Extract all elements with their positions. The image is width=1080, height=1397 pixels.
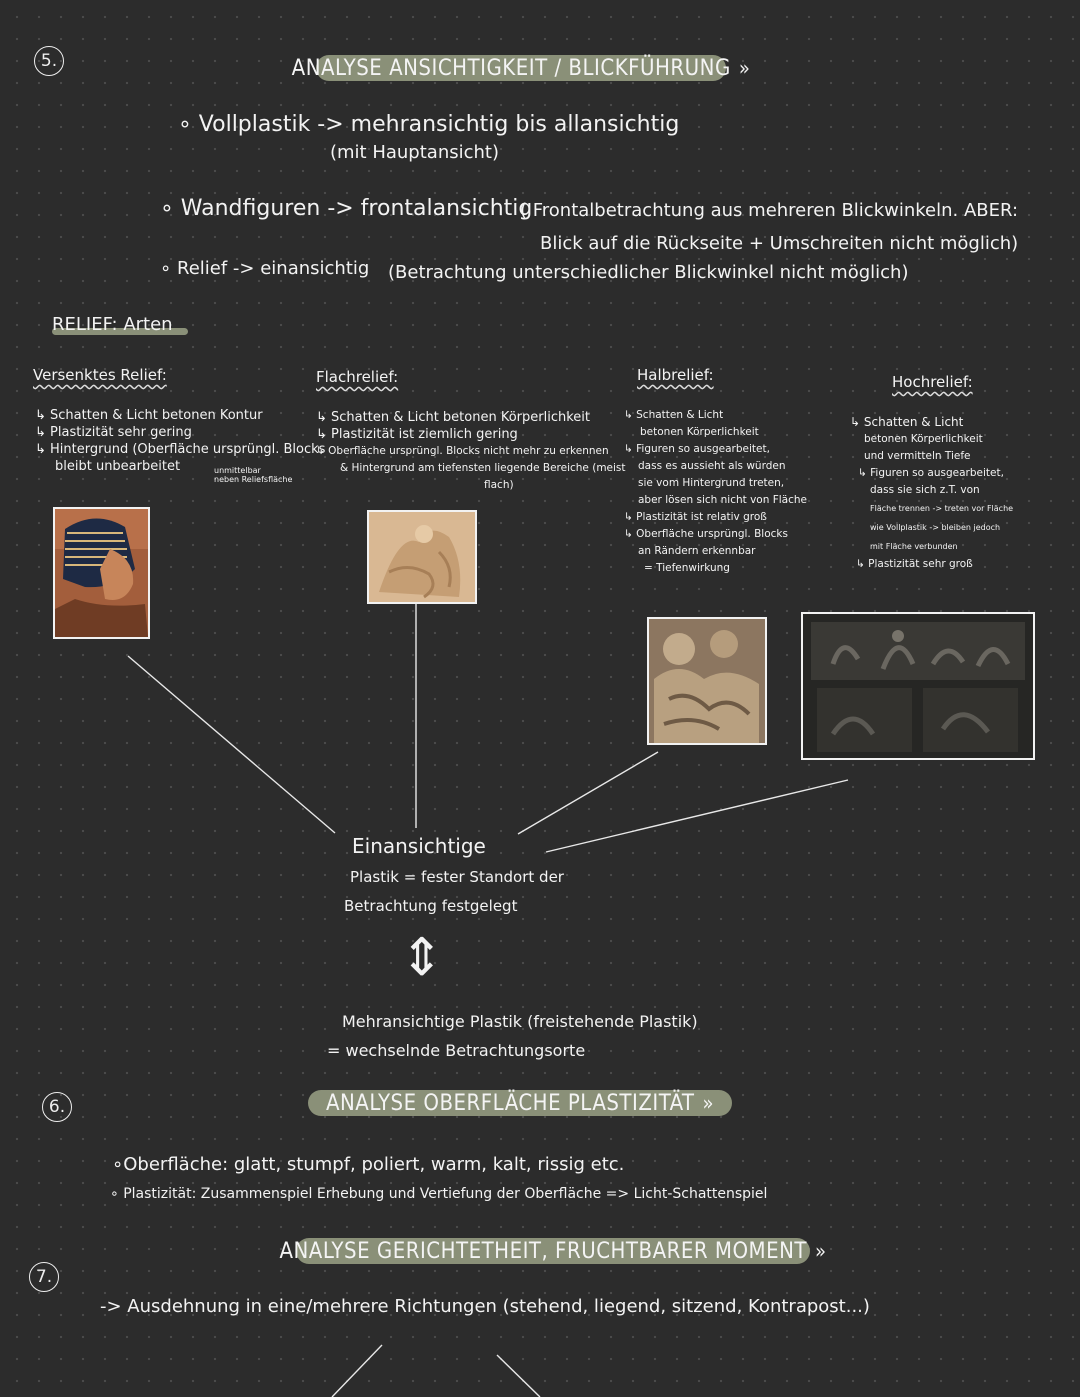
- relief-line: wie Vollplastik -> bleiben jedoch: [870, 523, 1001, 532]
- relief-line: Fläche trennen -> treten vor Fläche: [870, 504, 1014, 513]
- relief-line: ↳ Plastizität sehr groß: [856, 558, 973, 570]
- section-number-7: 7.: [29, 1262, 59, 1292]
- relief-line: ↳ Oberfläche ursprüngl. Blocks nicht mehr zu erkennen: [316, 445, 609, 457]
- section-number-6: 6.: [42, 1092, 72, 1122]
- banner-title: ANALYSE ANSICHTIGKEIT / BLICKFÜHRUNG: [291, 55, 731, 81]
- flat-relief-image: [369, 512, 475, 602]
- relief-line: ↳ Plastizität ist relativ groß: [624, 511, 767, 523]
- section-number-5: 5.: [34, 46, 64, 76]
- relief-list-versenkt: [35, 407, 325, 475]
- section-6-line: ∘Oberfläche: glatt, stumpf, poliert, warm, kalt, rissig etc.: [112, 1154, 625, 1175]
- relief-image-halb: [647, 617, 767, 745]
- relief-line: ↳ Plastizität ist ziemlich gering: [316, 427, 518, 442]
- section-7-banner: [279, 1238, 827, 1264]
- relief-side-note: [214, 466, 292, 484]
- section-6-banner: [308, 1090, 732, 1116]
- relief-list-flach: [316, 409, 626, 494]
- relief-line: ↳ Schatten & Licht betonen Kontur: [35, 408, 263, 423]
- relief-line: und vermitteln Tiefe: [864, 450, 971, 462]
- chevron-right-icon: »: [815, 1239, 827, 1263]
- bullet-wandfiguren: [160, 196, 532, 221]
- double-arrow-icon: ⇕: [400, 928, 444, 988]
- banner-title: ANALYSE OBERFLÄCHE PLASTIZITÄT: [325, 1090, 695, 1116]
- bullet-wandfiguren-paren-1: ( Frontalbetrachtung aus mehreren Blickwinkeln. ABER:: [520, 200, 1019, 221]
- relief-image-flach: [367, 510, 477, 604]
- connector-line: [128, 656, 335, 833]
- bullet-relief-paren: (Betrachtung unterschiedlicher Blickwinkel nicht möglich): [388, 262, 909, 283]
- egyptian-relief-image: [55, 509, 148, 637]
- relief-line: ↳ Schatten & Licht betonen Körperlichkeit: [316, 410, 590, 425]
- relief-image-versenkt: [53, 507, 150, 639]
- bullet-vollplastik: [178, 112, 679, 137]
- bullet-marker: ∘: [178, 112, 192, 137]
- chevron-right-icon: »: [702, 1091, 715, 1115]
- relief-line: ↳ Figuren so ausgearbeitet,: [858, 467, 1004, 479]
- bullet-vollplastik-sub: (mit Hauptansicht): [330, 142, 499, 163]
- chevron-right-icon: »: [738, 56, 751, 80]
- half-relief-image: [649, 619, 765, 743]
- relief-line: = Tiefenwirkung: [644, 562, 730, 574]
- relief-line: an Rändern erkennbar: [638, 545, 756, 557]
- relief-title-flach: Flachrelief:: [316, 368, 399, 386]
- relief-line: betonen Körperlichkeit: [640, 426, 759, 438]
- relief-title-hoch: Hochrelief:: [892, 373, 973, 391]
- bullet-wandfiguren-paren-2: Blick auf die Rückseite + Umschreiten nicht möglich): [540, 233, 1019, 254]
- relief-line: sie vom Hintergrund treten,: [638, 477, 785, 489]
- relief-title-halb: Halbrelief:: [637, 366, 714, 384]
- connector-line: [332, 1345, 382, 1397]
- relief-line: dass es aussieht als würden: [638, 460, 786, 472]
- relief-line: ↳ Plastizität sehr gering: [35, 425, 192, 440]
- bullet-text: Wandfiguren -> frontalansichtig: [180, 196, 533, 221]
- bullet-text: Vollplastik -> mehransichtig bis allansichtig: [198, 112, 680, 137]
- relief-heading: RELIEF: Arten: [52, 314, 173, 335]
- connector-line: [518, 752, 658, 834]
- section-7-line: -> Ausdehnung in eine/mehrere Richtungen (stehend, liegend, sitzend, Kontrapost...): [100, 1296, 870, 1317]
- side-note-line: neben Reliefsfläche: [214, 475, 293, 484]
- bottom-note-line: Mehransichtige Plastik (freistehende Plastik): [342, 1012, 698, 1031]
- relief-line: ↳ Schatten & Licht: [850, 415, 964, 429]
- connector-line: [497, 1355, 540, 1397]
- relief-line: ↳ Hintergrund (Oberfläche ursprüngl. Blocks: [35, 442, 326, 457]
- relief-line: & Hintergrund am tiefensten liegende Bereiche (meist: [340, 462, 626, 474]
- relief-list-halb: [624, 407, 807, 577]
- bullet-marker: ∘: [160, 196, 174, 221]
- bottom-note-line: = wechselnde Betrachtungsorte: [327, 1041, 586, 1060]
- side-note-line: unmittelbar: [214, 466, 261, 475]
- relief-line: betonen Körperlichkeit: [864, 433, 983, 445]
- banner-title: ANALYSE GERICHTETHEIT, FRUCHTBARER MOMENT: [279, 1238, 808, 1264]
- relief-line: mit Fläche verbunden: [870, 542, 958, 551]
- bullet-relief: [160, 258, 369, 279]
- section-6-line: ∘ Plastizität: Zusammenspiel Erhebung und Vertiefung der Oberfläche => Licht-Schattenspiel: [110, 1186, 768, 1202]
- center-note-line: Plastik = fester Standort der: [350, 868, 564, 886]
- center-note-line: Betrachtung festgelegt: [344, 897, 518, 915]
- bullet-text: Relief -> einansichtig: [177, 258, 370, 279]
- relief-line: bleibt unbearbeitet: [55, 459, 181, 474]
- bullet-marker: ∘: [160, 258, 172, 279]
- relief-line: aber lösen sich nicht von Fläche: [638, 494, 807, 506]
- center-note-title: Einansichtige: [352, 834, 486, 858]
- relief-line: ↳ Oberfläche ursprüngl. Blocks: [624, 528, 788, 540]
- high-relief-image: [803, 614, 1033, 758]
- relief-line: ↳ Schatten & Licht: [624, 409, 724, 421]
- section-5-banner: [291, 55, 751, 81]
- relief-title-versenkt: Versenktes Relief:: [33, 366, 167, 384]
- relief-line: ↳ Figuren so ausgearbeitet,: [624, 443, 770, 455]
- relief-image-hoch: [801, 612, 1035, 760]
- relief-list-hoch: [850, 414, 1013, 573]
- relief-line: flach): [484, 479, 514, 491]
- relief-line: dass sie sich z.T. von: [870, 484, 980, 496]
